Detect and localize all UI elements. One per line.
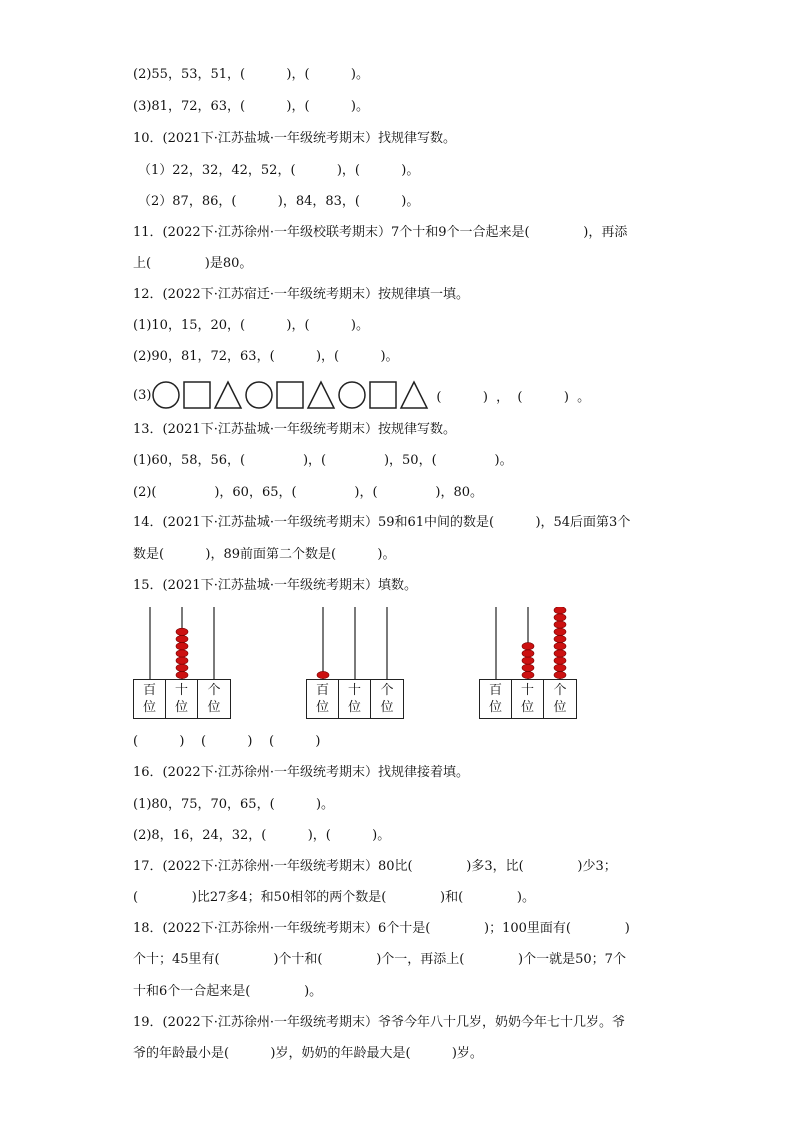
q13-part2: (2)( )，60，65，( )，( )，80。 xyxy=(133,485,484,500)
place-value-box xyxy=(133,679,231,719)
q16-stem: 16．(2022下·江苏徐州·一年级统考期末）找规律接着填。 xyxy=(133,765,469,780)
abacus-rods xyxy=(133,607,231,681)
hundreds-place-label xyxy=(307,680,339,718)
circle-shape xyxy=(246,382,272,408)
ones-place-label xyxy=(544,680,576,718)
ones-bead xyxy=(554,628,566,635)
q9-part2: (2)55，53，51，( )，( )。 xyxy=(133,67,369,82)
q12-part1: (1)10，15，20，( )，( )。 xyxy=(133,318,369,333)
q12-part3-shapes xyxy=(133,380,590,410)
tens-bead xyxy=(522,664,534,671)
place-label-bottom: 位 xyxy=(174,700,188,715)
q19-line1: 19．(2022下·江苏徐州·一年级统考期末）爷爷今年八十几岁，奶奶今年七十几岁。爷 xyxy=(133,1015,625,1030)
tens-bead xyxy=(176,643,188,650)
triangle-shape xyxy=(401,382,427,408)
q11-stem-line2: 上( )是80。 xyxy=(133,256,253,271)
ones-place-label xyxy=(198,680,230,718)
place-value-box xyxy=(306,679,404,719)
square-shape xyxy=(184,382,210,408)
place-label-top: 个 xyxy=(380,683,394,698)
square-shape xyxy=(370,382,396,408)
ones-bead xyxy=(554,621,566,628)
abacus-3 xyxy=(479,607,577,719)
q10-stem: 10．(2021下·江苏盐城·一年级统考期末）找规律写数。 xyxy=(133,131,456,146)
circle-shape xyxy=(153,382,179,408)
q15-stem: 15．(2021下·江苏盐城·一年级统考期末）填数。 xyxy=(133,578,417,593)
tens-bead xyxy=(176,635,188,642)
tens-bead xyxy=(176,657,188,664)
place-label-bottom: 位 xyxy=(347,700,361,715)
ones-bead xyxy=(554,671,566,678)
q17-line1: 17．(2022下·江苏徐州·一年级统考期末）80比( )多3，比( )少3； xyxy=(133,859,617,874)
triangle-shape xyxy=(215,382,241,408)
q19-line2: 爷的年龄最小是( )岁，奶奶的年龄最大是( )岁。 xyxy=(133,1046,483,1061)
circle-shape xyxy=(339,382,365,408)
tens-place-label xyxy=(512,680,544,718)
q15-answer-blanks: ( ) ( ) ( ) xyxy=(133,734,321,749)
place-label-bottom: 位 xyxy=(142,700,156,715)
tens-bead xyxy=(522,671,534,678)
ones-bead xyxy=(554,643,566,650)
place-label-bottom: 位 xyxy=(520,700,534,715)
place-label-bottom: 位 xyxy=(380,700,394,715)
q10-part1: （1）22，32，42，52，( )，( )。 xyxy=(138,163,420,178)
place-label-top: 十 xyxy=(347,683,361,698)
place-label-top: 百 xyxy=(488,683,502,698)
q18-line2: 个十；45里有( )个十和( )个一，再添上( )个一就是50；7个 xyxy=(133,952,626,967)
tens-bead xyxy=(522,650,534,657)
hundreds-place-label xyxy=(480,680,512,718)
place-label-top: 百 xyxy=(142,683,156,698)
q16-part2: (2)8，16，24，32，( )，( )。 xyxy=(133,828,391,843)
q18-line3: 十和6个一合起来是( )。 xyxy=(133,984,323,999)
tens-bead xyxy=(176,664,188,671)
q13-part1: (1)60，58，56，( )，( )，50，( )。 xyxy=(133,453,513,468)
place-label-bottom: 位 xyxy=(315,700,329,715)
place-value-box xyxy=(479,679,577,719)
ones-bead xyxy=(554,614,566,621)
q14-line2: 数是( )，89前面第二个数是( )。 xyxy=(133,547,396,562)
ones-bead xyxy=(554,650,566,657)
q18-line1: 18．(2022下·江苏徐州·一年级统考期末）6个十是( )；100里面有( ) xyxy=(133,921,630,936)
q12-stem: 12．(2022下·江苏宿迁·一年级统考期末）按规律填一填。 xyxy=(133,287,469,302)
ones-bead xyxy=(554,664,566,671)
q9-part3: (3)81，72，63，( )，( )。 xyxy=(133,99,369,114)
square-shape xyxy=(277,382,303,408)
abacus-rods xyxy=(479,607,577,681)
place-label-top: 个 xyxy=(207,683,221,698)
hundreds-place-label xyxy=(134,680,166,718)
place-label-bottom: 位 xyxy=(553,700,567,715)
abacus-rods xyxy=(306,607,404,681)
q12-part3-blanks: ( ) ， ( ) 。 xyxy=(436,389,591,405)
abacus-1 xyxy=(133,607,231,719)
place-label-bottom: 位 xyxy=(488,700,502,715)
tens-place-label xyxy=(339,680,371,718)
abacus-2 xyxy=(306,607,404,719)
tens-bead xyxy=(176,671,188,678)
q10-part2: （2）87，86，( )，84，83，( )。 xyxy=(138,194,420,209)
ones-bead xyxy=(554,657,566,664)
tens-place-label xyxy=(166,680,198,718)
q13-stem: 13．(2021下·江苏盐城·一年级统考期末）按规律写数。 xyxy=(133,422,456,437)
q11-stem-line1: 11．(2022下·江苏徐州·一年级校联考期末）7个十和9个一合起来是( )，再添 xyxy=(133,225,628,240)
q17-line2: ( )比27多4；和50相邻的两个数是( )和( )。 xyxy=(133,890,535,905)
tens-bead xyxy=(176,650,188,657)
q12-part3-prefix: (3) xyxy=(133,387,152,403)
place-label-top: 十 xyxy=(520,683,534,698)
hundreds-bead xyxy=(317,671,329,678)
place-label-top: 十 xyxy=(174,683,188,698)
q14-line1: 14．(2021下·江苏盐城·一年级统考期末）59和61中间的数是( )，54后面第3个 xyxy=(133,515,631,530)
ones-bead xyxy=(554,635,566,642)
ones-bead xyxy=(554,607,566,614)
tens-bead xyxy=(176,628,188,635)
q12-part2: (2)90，81，72，63，( )，( )。 xyxy=(133,349,399,364)
place-label-top: 百 xyxy=(315,683,329,698)
shape-sequence xyxy=(151,380,434,410)
place-label-bottom: 位 xyxy=(207,700,221,715)
ones-place-label xyxy=(371,680,403,718)
triangle-shape xyxy=(308,382,334,408)
q16-part1: (1)80，75，70，65，( )。 xyxy=(133,797,335,812)
place-label-top: 个 xyxy=(553,683,567,698)
tens-bead xyxy=(522,657,534,664)
tens-bead xyxy=(522,643,534,650)
